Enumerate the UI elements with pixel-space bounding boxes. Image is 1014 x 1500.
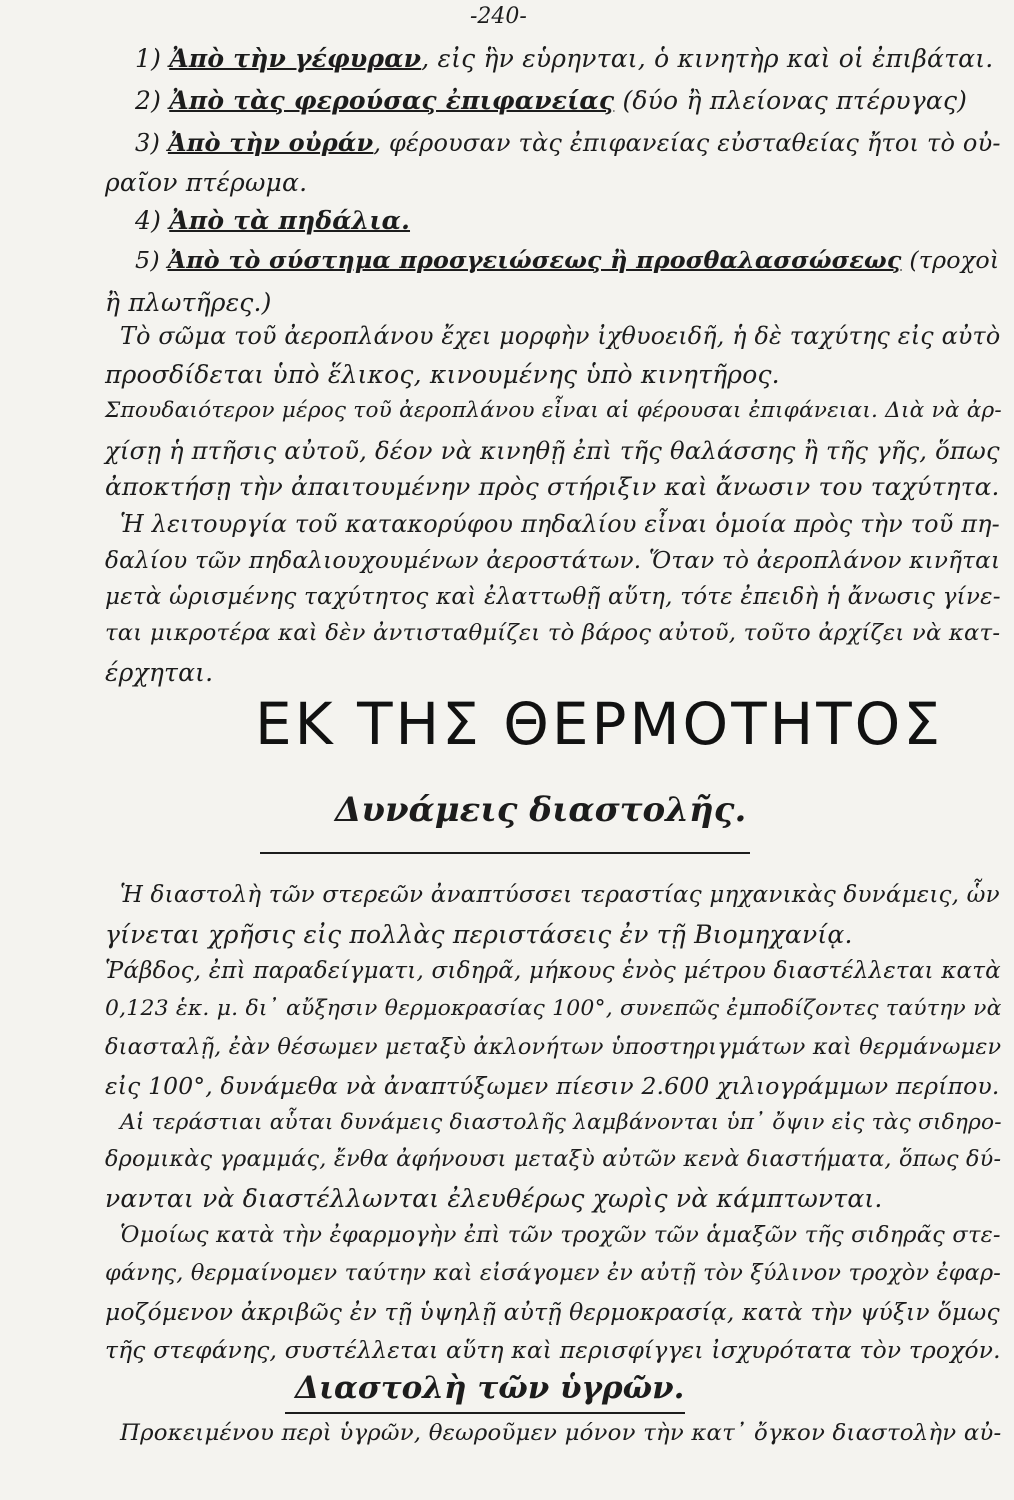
text-line: Τὸ σῶμα τοῦ ἀεροπλάνου ἔχει μορφὴν ἰχθυοειδῆ, ἡ δὲ ταχύτης εἰς αὐτὸ (120, 322, 1001, 350)
list-text: , φέρουσαν τὰς ἐπιφανείας εὐσταθείας ἤτοι τὸ οὐ- (373, 129, 1001, 157)
text-line: δρομικὰς γραμμάς, ἔνθα ἀφήνουσι μεταξὺ αὐτῶν κενὰ διαστήματα, ὅπως δύ- (105, 1146, 1002, 1172)
heading-rule (260, 852, 750, 854)
text-line: δαλίου τῶν πηδαλιουχουμένων ἀεροστάτων. Ὅταν τὸ ἀεροπλάνον κινῆται (105, 548, 1001, 574)
text-line: Αἱ τεράστιαι αὗται δυνάμεις διαστολῆς λαμβάνονται ὑπ᾽ ὄψιν εἰς τὰς σιδηρο- (120, 1110, 1002, 1135)
text-line: 0,123 ἑκ. μ. δι᾽ αὔξησιν θερμοκρασίας 100°, συνεπῶς ἐμποδίζοντες ταύτην νὰ (105, 996, 1002, 1021)
text-line: ται μικροτέρα καὶ δὲν ἀντισταθμίζει τὸ βάρος αὐτοῦ, τοῦτο ἀρχίζει νὰ κατ- (105, 620, 1001, 646)
list-text: (δύο ἢ πλείονας πτέρυγας) (622, 86, 968, 115)
text-line: γίνεται χρῆσις εἰς πολλὰς περιστάσεις ἐν τῇ Βιομηχανίᾳ. (105, 920, 853, 949)
list-number: 4) (135, 206, 162, 235)
text-line: μετὰ ὡρισμένης ταχύτητος καὶ ἐλαττωθῇ αὕτη, τότε ἐπειδὴ ἡ ἄνωσις γίνε- (105, 584, 1001, 610)
text-line: εἰς 100°, δυνάμεθα νὰ ἀναπτύξωμεν πίεσιν 2.600 χιλιογράμμων περίπου. (105, 1072, 1000, 1100)
text-line: τῆς στεφάνης, συστέλλεται αὕτη καὶ περισφίγγει ἰσχυρότατα τὸν τροχόν. (105, 1336, 1001, 1364)
list-text: (τροχοὶ (909, 246, 1000, 274)
page-number: -240- (470, 4, 527, 29)
text-line: μοζόμενον ἀκριβῶς ἐν τῇ ὑψηλῇ αὐτῇ θερμοκρασίᾳ, κατὰ τὴν ψύξιν ὅμως (105, 1298, 1000, 1326)
list-item-4 (135, 206, 410, 235)
list-term: Ἀπὸ τὸ σύστημα προσγειώσεως ἢ προσθαλασσώσεως (167, 246, 902, 274)
list-item-2 (135, 86, 967, 115)
list-number: 3) (135, 129, 161, 157)
text-line: έρχηται. (105, 658, 214, 687)
text-line: Σπουδαιότερον μέρος τοῦ ἀεροπλάνου εἶναι αἱ φέρουσαι ἐπιφάνειαι. Διὰ νὰ ἀρ- (105, 398, 1002, 423)
text-line: Ὁμοίως κατὰ τὴν ἐφαρμογὴν ἐπὶ τῶν τροχῶν τῶν ἁμαξῶν τῆς σιδηρᾶς στε- (120, 1222, 1001, 1248)
list-item-5 (135, 246, 999, 274)
section-heading: ΕΚ ΤΗΣ ΘΕΡΜΟΤΗΤΟΣ (255, 690, 943, 758)
text-line: Ἡ διαστολὴ τῶν στερεῶν ἀναπτύσσει τεραστίας μηχανικὰς δυνάμεις, ὧν (120, 882, 1000, 908)
text-line: φάνης, θερμαίνομεν ταύτην καὶ εἰσάγομεν ἐν αὐτῇ τὸν ξύλινον τροχὸν ἐφαρ- (105, 1260, 1002, 1286)
list-item-5-continuation: ἢ πλωτῆρες.) (105, 288, 272, 317)
list-item-1 (135, 44, 993, 73)
list-item-3 (135, 128, 1001, 157)
list-number: 5) (135, 246, 160, 274)
text-line: ἀποκτήσῃ τὴν ἀπαιτουμένην πρὸς στήριξιν καὶ ἄνωσιν του ταχύτητα. (105, 472, 1000, 501)
list-term: Ἀπὸ τὴν γέφυραν (169, 44, 422, 73)
list-item-3-continuation: ραῖον πτέρωμα. (105, 168, 308, 197)
text-line: Ῥάβδος, ἐπὶ παραδείγματι, σιδηρᾶ, μήκους ἑνὸς μέτρου διαστέλλεται κατὰ (105, 958, 1001, 984)
list-term: Ἀπὸ τὰς φερούσας ἐπιφανείας (169, 86, 615, 115)
list-term: Ἀπὸ τὰ πηδάλια. (169, 206, 411, 235)
text-line: Ἡ λειτουργία τοῦ κατακορύφου πηδαλίου εἶναι ὁμοία πρὸς τὴν τοῦ πη- (120, 510, 1000, 538)
list-text: , εἰς ἣν εὑρηνται, ὁ κινητὴρ καὶ οἱ ἐπιβάται. (421, 44, 994, 73)
text-line: νανται νὰ διαστέλλωνται ἐλευθέρως χωρὶς νὰ κάμπτωνται. (105, 1184, 883, 1213)
text-line: προσδίδεται ὑπὸ ἕλικος, κινουμένης ὑπὸ κινητῆρος. (105, 360, 780, 389)
text-line: Προκειμένου περὶ ὑγρῶν, θεωροῦμεν μόνον τὴν κατ᾽ ὄγκον διαστολὴν αὐ- (120, 1420, 1002, 1446)
list-number: 2) (135, 86, 162, 115)
subsection-heading: Δυνάμεις διαστολῆς. (335, 790, 747, 830)
subsection-heading: Διαστολὴ τῶν ὑγρῶν. (295, 1370, 685, 1406)
text-line: χίσῃ ἡ πτῆσις αὐτοῦ, δέον νὰ κινηθῇ ἐπὶ τῆς θαλάσσης ἢ τῆς γῆς, ὅπως (105, 436, 1000, 465)
text-line: διασταλῇ, ἐὰν θέσωμεν μεταξὺ ἀκλονήτων ὑποστηριγμάτων καὶ θερμάνωμεν (105, 1034, 1002, 1060)
heading-rule (285, 1412, 685, 1414)
list-number: 1) (135, 44, 162, 73)
list-term: Ἀπὸ τὴν οὐράν (167, 128, 374, 157)
